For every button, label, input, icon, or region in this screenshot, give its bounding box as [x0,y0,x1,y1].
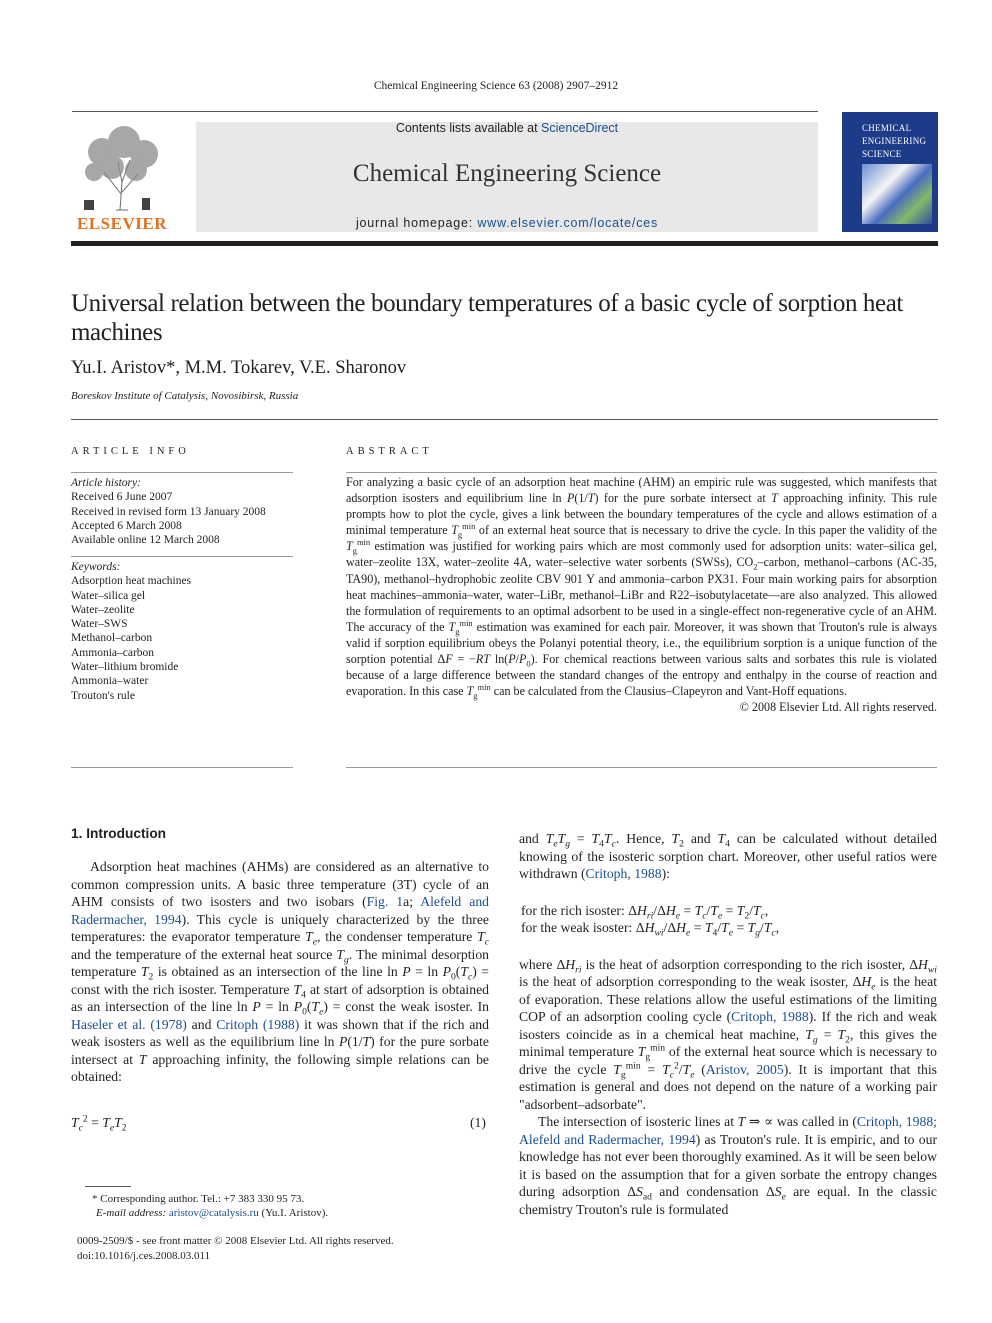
author-affiliation: Boreskov Institute of Catalysis, Novosibirsk, Russia [71,390,299,402]
intro-paragraph: where $\Delta H_{ri}$ is the heat of adsorption corresponding to the rich isoster, $\Delta H_{wi}$ is the heat of adsorption corresponding to the weak isoster, $\Delta H_e$ is the heat of evaporation. These relations allow the useful estimations of the limiting COP of an adsorption cooling cycle (Critoph, 1988). If the rich and weak isosters coincide as in a chemical heat machine, $T_g = T_2$, this gives the minimal temperature $T_g^{min}$ of the external heat source which is necessary to drive the cycle $T_g^{min} = T_c^2/T_e$ (Aristov, 2005). It is important that this estimation is general and does not depend on the nature of a working pair "adsorbent–adsorbate". [519,956,937,1112]
keyword-item: Ammonia–carbon [71,646,155,659]
cover-title-line: SCIENCE [862,149,902,159]
journal-citation: Chemical Engineering Science 63 (2008) 2907–2912 [373,80,619,92]
equation-1: $T_c^2 = T_eT_2$ [71,1113,127,1134]
intro-right-column [519,830,937,1218]
abstract-rule [346,472,937,473]
abstract-heading: ABSTRACT [346,446,433,457]
article-history [71,476,293,547]
history-label: Article history: [71,477,141,489]
intro-paragraph: and $T_eT_g = T_4T_c$. Hence, $T_2$ and $T_4$ can be calculated without detailed knowing of the isosteric sorption chart. Moreover, other useful ratios were withdrawn (Critoph, 1988): [519,831,938,881]
article-info-rule [71,472,293,473]
email-label: E-mail address: [96,1207,169,1219]
contents-line [196,121,818,135]
rich-isoster-relation: for the rich isoster: $\Delta H_{ri}/\Delta H_e = T_c/T_e = T_2/T_c$, [521,902,769,922]
cover-title [862,122,926,161]
abstract-copyright: © 2008 Elsevier Ltd. All rights reserved. [739,700,937,715]
intro-paragraph: Adsorption heat machines (AHMs) are considered as an alternative to common compression units. A basic three temperature (3T) cycle of an AHM consists of two isosters and two isobars (Fig. 1a; Alefeld and Radermacher, 1994). This cycle is uniquely characterized by the three temperatures: the evaporator temperature $T_e$, the condenser temperature $T_c$ and the temperature of the external heat source $T_g$. The minimal desorption temperature $T_2$ is obtained as an intersection of the line $\ln P = \ln P_0(T_c)$ = const with the rich isoster. Temperature $T_4$ at start of adsorption is obtained as an intersection of the line $\ln P = \ln P_0(T_e)$ = const the weak isoster. In Haseler et al. (1978) and Critoph (1988) it was shown that if the rich and weak isosters as well as the equilibrium line ln P(1/T) for the pure sorbate intersect at T approaching infinity, the following simple relations can be obtained: [71,859,490,1084]
issn-line: 0009-2509/$ - see front matter © 2008 Elsevier Ltd. All rights reserved. [77,1235,394,1247]
cover-image [862,164,932,224]
weak-isoster-relation: for the weak isoster: $\Delta H_{wi}/\Delta H_e = T_4/T_e = T_g/T_c$, [521,920,780,939]
abstract-body: For analyzing a basic cycle of an adsorption heat machine (AHM) an empiric rule was suggested, which manifests that adsorption isosters and equilibrium line ln P(1/T) for the pure sorbate intersect at T approaching infinity. This rule prompts how to plot the cycle, gives a link between the boundary temperatures of the cycle and allows estimation of a minimal temperature $T_g^{min}$ of an external heat source that is necessary to drive the cycle. In this paper the validity of the $T_g^{min}$ estimation was justified for working pairs which are most commonly used for adsorption units: water–silica gel, water–zeolite 13X, water–zeolite 4A, water–selective water sorbents (SWSs), $CO_2$–carbon, methanol–carbons (AC-35, TA90), methanol–hydrophobic zeolite CBV 901 Y and ammonia–carbon PX31. Four main working pairs for absorption heat machines–ammonia–water, water–LiBr, methanol–LiBr and R22–isobutylacetate—are also analyzed. This allowed the formulation of requirements to an optimal adsorbent to be used in a single-effect non-regenerative cycle of an AHM. The accuracy of the $T_g^{min}$ estimation was examined for each pair. Moreover, it was shown that Trouton's rule is always valid if sorption equilibrium obeys the Polanyi potential theory, i.e., the equilibrium sorption is a unique function of the sorption potential ΔF = −RT $\ln(P/P_0)$. For chemical reactions between various salts and sorbates this rule is violated because of a large difference between the standard changes of the entropy and enthalpy in the course of reaction and evaporation. In this case $T_g^{min}$ can be calculated from the Clausius–Clapeyron and Vant-Hoff equations. © 2008 Elsevier Ltd. All rights reserved. [346,475,938,715]
elsevier-logo [72,122,172,234]
keywords-label: Keywords: [71,561,121,573]
corresponding-author-note: * Corresponding author. Tel.: +7 383 330 95 73. [92,1193,305,1205]
email-suffix: (Yu.I. Aristov). [258,1207,329,1219]
history-item: Received 6 June 2007 [71,491,173,504]
contents-prefix: Contents lists available at [395,121,542,135]
keyword-item: Water–zeolite [71,603,135,616]
title-divider [71,419,938,420]
journal-cover [842,112,938,232]
abstract-bottom-rule [346,767,937,768]
intro-paragraph: The intersection of isosteric lines at T ⇒ ∝ was called in (Critoph, 1988; Alefeld and Radermacher, 1994) as Trouton's rule. It is empiric, and to our knowledge has not ever been thoroughly examined. As it will be seen below it is based on the assumption that for a given sorbate the entropy changes during adsorption $\Delta S_{ad}$ and condensation $\Delta S_e$ are equal. In the classic chemistry Trouton's rule is formulated [519,1114,937,1217]
keywords-rule [71,556,293,557]
article-title: Universal relation between the boundary temperatures of a basic cycle of sorption heat machines [71,290,903,346]
header-thick-rule [71,241,938,246]
history-item: Received in revised form 13 January 2008 [71,505,266,518]
journal-name: Chemical Engineering Science [352,160,662,187]
homepage-prefix: journal homepage: [355,216,478,230]
cover-title-line: ENGINEERING [862,136,927,146]
equation-1-number: (1) [470,1115,486,1130]
keyword-item: Water–silica gel [71,589,146,602]
publisher-logo-text: ELSEVIER [77,214,167,233]
keyword-item: Water–lithium bromide [71,661,179,674]
keyword-item: Adsorption heat machines [71,575,192,588]
keyword-item: Water–SWS [71,618,128,631]
article-info-bottom-rule [71,767,293,768]
cover-title-line: CHEMICAL [862,123,912,133]
keyword-item: Trouton's rule [71,689,135,702]
article-info-heading: ARTICLE INFO [71,446,190,457]
email-link[interactable]: aristov@catalysis.ru [168,1207,259,1219]
history-item: Accepted 6 March 2008 [71,519,182,532]
history-item: Available online 12 March 2008 [71,534,220,547]
sciencedirect-link[interactable]: ScienceDirect [541,121,619,135]
email-note [96,1206,328,1221]
intro-left-column [71,858,489,1086]
section-heading-introduction: 1. Introduction [71,826,167,841]
homepage-link[interactable]: www.elsevier.com/locate/ces [477,216,659,230]
header-divider [72,111,818,112]
journal-homepage [196,216,818,230]
keyword-item: Methanol–carbon [71,632,153,645]
footnote-rule [85,1186,131,1187]
doi-line: doi:10.1016/j.ces.2008.03.011 [77,1250,211,1262]
keywords-list [71,560,293,703]
keyword-item: Ammonia–water [71,675,149,688]
article-authors: Yu.I. Aristov*, M.M. Tokarev, V.E. Sharonov [71,358,407,378]
